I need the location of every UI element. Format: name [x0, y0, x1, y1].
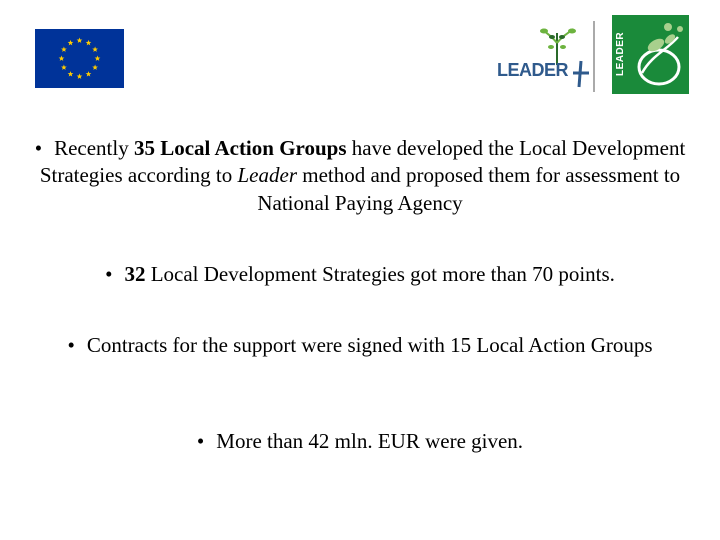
bullet-icon: •: [196, 429, 205, 453]
bullet-bold-lag-count: 35 Local Action Groups: [133, 136, 347, 160]
leader-plus-emblem-icon: [495, 21, 596, 92]
bullet-bold-strategy-count: 32: [124, 262, 146, 286]
bullet-text-prefix: Recently: [54, 136, 134, 160]
bullet-text-suffix: method and proposed them for assessment to National Paying Agency: [257, 163, 681, 215]
bullet-item-lag-strategies: [20, 135, 700, 217]
bullet-icon: •: [67, 333, 75, 357]
bullet-icon: •: [34, 136, 43, 160]
bullet-italic-leader: Leader: [237, 163, 297, 188]
leader-vertical-label: LEADER: [615, 31, 626, 77]
bullet-item-funding: [20, 428, 700, 455]
bullet-item-strategies-points: [20, 261, 700, 288]
bullet-item-contracts: [20, 332, 700, 359]
leader-plus-label: LEADER: [497, 60, 569, 80]
leader-plus-logo: [495, 21, 596, 92]
bullet-icon: •: [105, 262, 113, 286]
bullet-text: Local Development Strategies got more than 70 points.: [145, 262, 615, 286]
eu-flag-icon: [35, 29, 124, 88]
bullet-text-middle: have developed the Local Development Strategies according to: [39, 136, 686, 188]
bullet-text: Contracts for the support were signed with 15 Local Action Groups: [86, 333, 653, 357]
bullet-text: More than 42 mln. EUR were given.: [216, 429, 524, 453]
